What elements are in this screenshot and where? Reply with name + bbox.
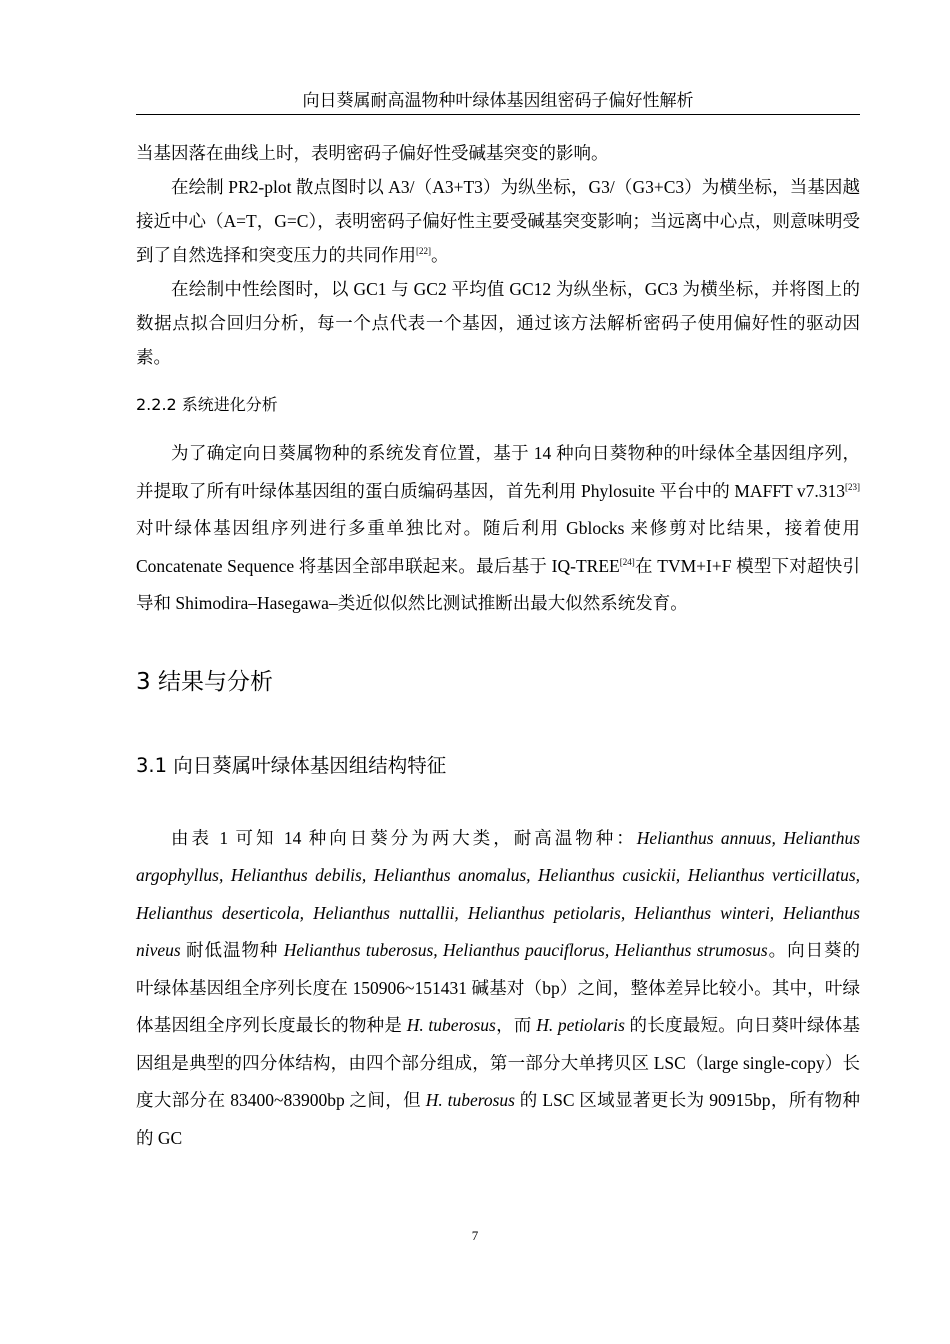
paragraph-text: 由表 1 可知 14 种向日葵分为两大类，耐高温物种： — [171, 827, 637, 848]
species-name: H. tuberosus — [425, 1090, 515, 1110]
paragraph-phylogeny — [136, 435, 860, 623]
paragraph-pr2-plot — [136, 170, 860, 272]
species-list-heat-tolerant: Helianthus annuus, Helianthus argophyllus, Helianthus debilis, Helianthus anomalus, Helianthus cusickii, Helianthus verticillatus, Helianthus deserticola, Helianthus nuttallii, Helianthus petiolaris, Helianthus winteri, Helianthus niveus — [136, 827, 861, 960]
section-heading-3: 3 结果与分析 — [136, 668, 273, 695]
paragraph-text: 对叶绿体基因组序列进行多重单独比对。随后利用 Gblocks 来修剪对比结果，接着使用 Concatenate Sequence 将基因全部串联起来。最后基于 IQ-TREE — [136, 518, 860, 576]
paragraph-text: 在 TVM+I+F 模型下对超快引导和 Shimodira–Hasegawa–类近似似然比测试推断出最大似然系统发育。 — [136, 555, 860, 613]
paragraph-text: 的 LSC 区域显著更长为 90915bp，所有物种的 GC — [136, 1090, 861, 1148]
citation-ref: [24] — [619, 556, 635, 567]
species-name: H. tuberosus — [406, 1015, 496, 1035]
page-body — [136, 136, 860, 1157]
paragraph-text: 。 — [431, 245, 449, 265]
citation-ref: [22] — [416, 246, 431, 257]
species-name: H. petiolaris — [536, 1015, 625, 1035]
paragraph-text: 。向日葵的叶绿体基因组全序列长度在 150906~151431 碱基对（bp）之间，整体差异比较小。其中，叶绿体基因组全序列长度最长的物种是 — [136, 940, 860, 1035]
paragraph-neutrality-plot: 在绘制中性绘图时，以 GC1 与 GC2 平均值 GC12 为纵坐标，GC3 为横坐标，并将图上的数据点拟合回归分析，每一个点代表一个基因，通过该方法解析密码子使用偏好性的驱动因素。 — [136, 279, 860, 367]
paragraph-text: 耐低温物种 — [180, 940, 284, 960]
paragraph-text: ，而 — [495, 1015, 537, 1035]
running-header: 向日葵属耐高温物种叶绿体基因组密码子偏好性解析 — [136, 90, 860, 115]
section-heading-2-2-2: 2.2.2 系统进化分析 — [136, 395, 278, 414]
paragraph-text: 在绘制 PR2-plot 散点图时以 A3/（A3+T3）为纵坐标，G3/（G3+C3）为横坐标，当基因越接近中心（A=T，G=C），表明密码子偏好性主要受碱基突变影响；当远离中心点，则意味明受到了自然选择和突变压力的共同作用 — [136, 177, 860, 265]
paragraph-text: 的长度最短。向日葵叶绿体基因组是典型的四分体结构，由四个部分组成，第一部分大单拷贝区 LSC（large single-copy）长度大部分在 83400~83900bp 之间，但 — [136, 1015, 860, 1110]
page-number: 7 — [471, 1228, 479, 1243]
section-heading-3-1: 3.1 向日葵属叶绿体基因组结构特征 — [136, 753, 447, 777]
paragraph-0: 当基因落在曲线上时，表明密码子偏好性受碱基突变的影响。 — [136, 143, 609, 163]
citation-ref: [23] — [845, 481, 860, 492]
species-list-cold-tolerant: Helianthus tuberosus, Helianthus pauciflorus, Helianthus strumosus — [283, 940, 768, 960]
paragraph-text: 为了确定向日葵属物种的系统发育位置，基于 14 种向日葵物种的叶绿体全基因组序列，并提取了所有叶绿体基因组的蛋白质编码基因，首先利用 Phylosuite 平台中的 MAFFT v7.313 — [136, 443, 860, 501]
paragraph-genome-structure — [136, 820, 860, 1158]
